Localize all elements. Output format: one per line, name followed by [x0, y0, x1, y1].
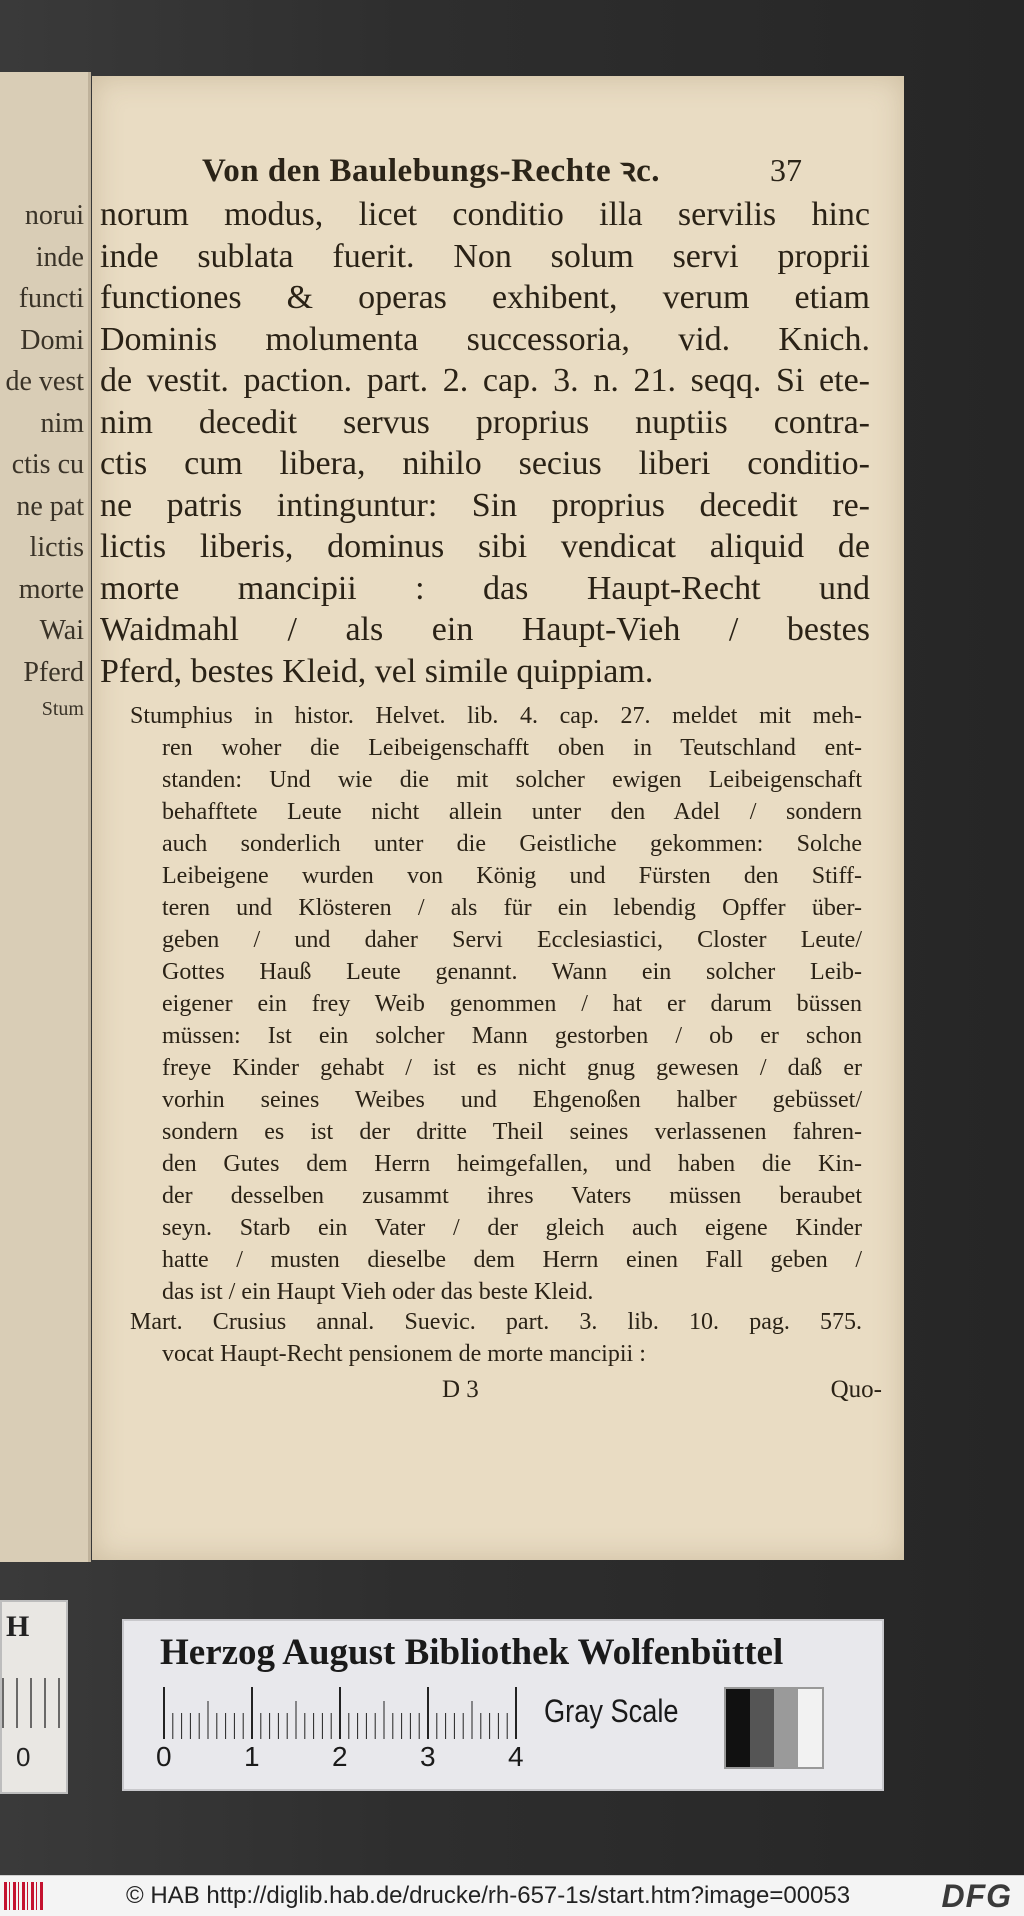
text-line: ne patris intinguntur: Sin proprius decedit re-: [100, 486, 870, 524]
text-line: Pferd, bestes Kleid, vel simile quippiam.: [100, 652, 654, 690]
text-line: Waidmahl / als ein Haupt-Vieh / bestes: [100, 611, 870, 648]
text-line: Dominis molumenta successoria, vid. Knich.: [100, 320, 870, 358]
barcode-icon: [4, 1882, 44, 1910]
left-page-fragment: Pferd: [23, 656, 84, 688]
text-line: lictis liberis, dominus sibi vendicat aliquid de: [100, 528, 870, 565]
ruler-number: 2: [332, 1741, 348, 1772]
main-text-block: [100, 194, 870, 692]
text-line: vorhin seines Weibes und Ehgenoßen halber gebüsset/: [162, 1087, 862, 1113]
signature-mark: D 3: [442, 1376, 479, 1403]
left-color-card-fragment: [0, 1600, 68, 1794]
text-line: teren und Klösteren / als für ein lebendig Opffer über-: [162, 895, 862, 921]
text-line: morte mancipii : das Haupt-Recht und: [100, 569, 870, 607]
signature-line: [442, 1376, 882, 1404]
gray-scale-label: Gray Scale: [544, 1693, 679, 1729]
copyright-link[interactable]: © HAB http://diglib.hab.de/drucke/rh-657-1s/start.htm?image=00053: [126, 1882, 851, 1909]
gray-swatch: [726, 1689, 750, 1767]
text-line: eigener ein frey Weib genommen / hat er darum büssen: [162, 991, 862, 1017]
text-line: der desselben zusammt ihres Vaters müssen beraubet: [162, 1183, 862, 1209]
left-page-fragment: ctis cu: [11, 449, 84, 480]
ruler-number: 4: [508, 1741, 524, 1772]
gray-swatch: [798, 1689, 822, 1767]
left-page-fragment: nim: [40, 407, 84, 439]
text-line: behafftete Leute nicht allein unter den Adel / sondern: [162, 799, 862, 825]
catchword: Quo-: [830, 1376, 882, 1403]
dfg-logo: DFG: [941, 1877, 1012, 1914]
gray-swatch: [750, 1689, 774, 1767]
text-line: standen: Und wie die mit solcher ewigen Leibeigenschaft: [162, 767, 862, 793]
text-line: functiones & operas exhibent, verum etiam: [100, 279, 870, 316]
left-card-letter: H: [6, 1610, 30, 1643]
text-line: norum modus, licet conditio illa servilis hinc: [100, 196, 870, 233]
ruler-scale: [160, 1687, 520, 1739]
text-line: den Gutes dem Herrn heimgefallen, und haben die Kin-: [162, 1151, 862, 1177]
left-page-fragment: Wai: [39, 615, 84, 646]
text-line: Mart. Crusius annal. Suevic. part. 3. lib. 10. pag. 575.: [130, 1309, 862, 1335]
left-page-fragment: morte: [18, 573, 84, 605]
text-line: de vestit. paction. part. 2. cap. 3. n. 21. seqq. Si ete-: [100, 362, 870, 399]
text-line: sondern es ist der dritte Theil seines verlassenen fahren-: [162, 1119, 862, 1145]
footer-bar: [0, 1875, 1024, 1916]
page-number: 37: [770, 152, 802, 188]
text-line: nim decedit servus proprius nuptiis contra-: [100, 403, 870, 441]
gray-scale-swatches: [724, 1687, 824, 1769]
ruler-number: 3: [420, 1741, 436, 1772]
footnote-stumphius: [130, 700, 862, 1308]
text-line: Gottes Hauß Leute genannt. Wann ein solcher Leib-: [162, 959, 862, 985]
text-line: hatte / musten dieselbe dem Herrn einen Fall geben /: [162, 1247, 862, 1273]
left-page-fragment: lictis: [29, 532, 84, 563]
book-page: [92, 76, 904, 1560]
text-line: auch sonderlich unter die Geistliche gekommen: Solche: [162, 831, 862, 857]
text-line: seyn. Starb ein Vater / der gleich auch eigene Kinder: [162, 1215, 862, 1241]
footnote-crusius: [130, 1306, 862, 1370]
institution-name: Herzog August Bibliothek Wolfenbüttel: [160, 1632, 784, 1673]
text-line: inde sublata fuerit. Non solum servi proprii: [100, 237, 870, 275]
text-line: Stumphius in histor. Helvet. lib. 4. cap. 27. meldet mit meh-: [130, 703, 862, 729]
left-page-fragment: functi: [18, 283, 84, 314]
left-page-fragment: inde: [35, 241, 84, 273]
left-page-fragment: ne pat: [16, 490, 84, 522]
text-line: ren woher die Leibeigenschafft oben in Teutschland ent-: [162, 735, 862, 761]
text-line: Leibeigene wurden von König und Fürsten den Stiff-: [162, 863, 862, 889]
left-page-fragment: norui: [24, 200, 84, 231]
left-page-fragment: Stum: [41, 698, 84, 720]
color-calibration-card: [122, 1619, 884, 1791]
text-line: müssen: Ist ein solcher Mann gestorben / ob er schon: [162, 1023, 862, 1049]
text-line: ctis cum libera, nihilo secius liberi conditio-: [100, 445, 870, 482]
left-page-fragment: de vest: [5, 366, 84, 397]
ruler-number: 1: [244, 1741, 260, 1772]
text-line: vocat Haupt-Recht pensionem de morte mancipii :: [162, 1341, 646, 1367]
text-line: das ist / ein Haupt Vieh oder das beste Kleid.: [162, 1279, 594, 1305]
left-facing-page: [0, 72, 91, 1562]
running-head: [202, 146, 802, 191]
running-head-title: Von den Baulebungs-Rechte ꝛc.: [202, 153, 660, 189]
ruler-number: 0: [156, 1741, 172, 1772]
left-page-fragment: Domi: [20, 324, 84, 356]
text-line: freye Kinder gehabt / ist es nicht gnug gewesen / daß er: [162, 1055, 862, 1081]
left-card-ruler: [2, 1678, 62, 1728]
gray-swatch: [774, 1689, 798, 1767]
left-card-number: 0: [16, 1742, 31, 1772]
text-line: geben / und daher Servi Ecclesiastici, Closter Leute/: [162, 927, 862, 953]
